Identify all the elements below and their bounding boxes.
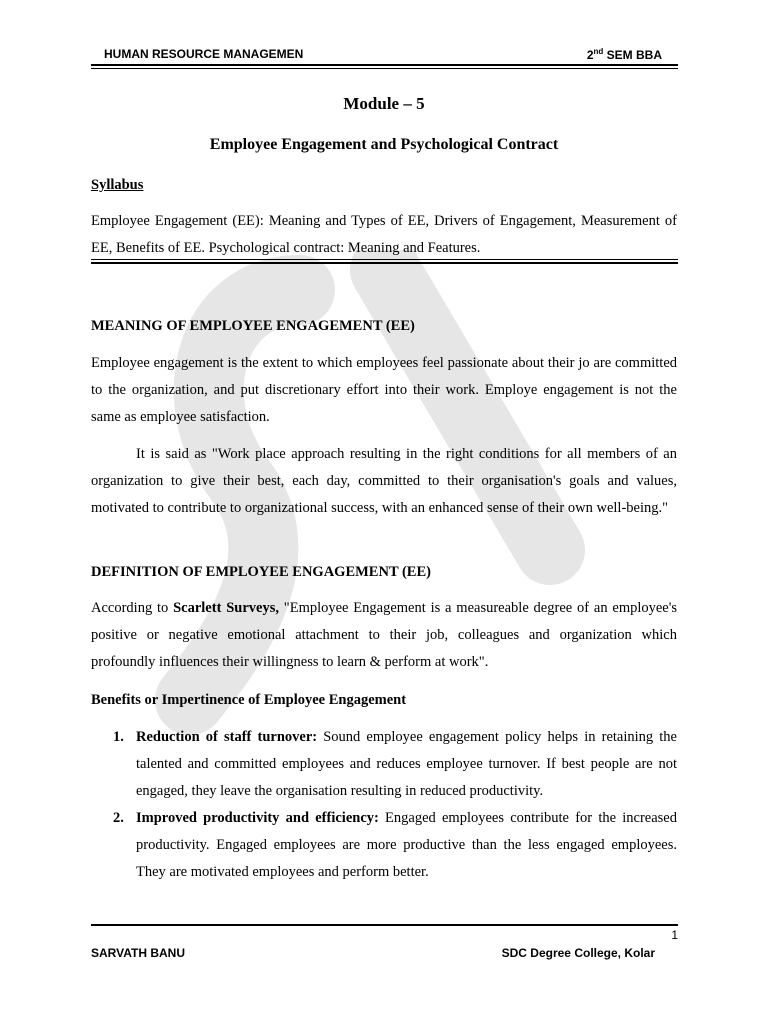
meaning-heading: MEANING OF EMPLOYEE ENGAGEMENT (EE) (91, 318, 415, 334)
footer-college: SDC Degree College, Kolar (501, 946, 655, 960)
syllabus-rule-thick (91, 262, 678, 264)
module-title: Module – 5 (343, 94, 425, 113)
syllabus-heading: Syllabus (91, 177, 144, 193)
meaning-paragraph: Employee engagement is the extent to which employees feel passionate about their jo are committed to the organization, and put discretionary effort into their work. Employe engagement is not the same as employee satisfaction. (91, 355, 677, 425)
page-number: 1 (671, 928, 678, 942)
definition-source: Scarlett Surveys, (173, 600, 279, 616)
benefits-list (91, 724, 677, 886)
footer-rule (91, 924, 678, 926)
chapter-title: Employee Engagement and Psychological Contract (209, 136, 559, 153)
header-subject: HUMAN RESOURCE MANAGEMEN (104, 47, 304, 61)
header-rule (91, 64, 678, 66)
definition-heading: DEFINITION OF EMPLOYEE ENGAGEMENT (EE) (91, 564, 431, 580)
footer-author: SARVATH BANU (91, 946, 186, 960)
benefits-heading: Benefits or Impertinence of Employee Engagement (91, 692, 407, 708)
syllabus-text: Employee Engagement (EE): Meaning and Types of EE, Drivers of Engagement, Measurement of EE, Benefits of EE. Psychological contract: Meaning and Features. (91, 213, 677, 256)
header-rule-thin (91, 68, 678, 69)
meaning-quote-paragraph: It is said as "Work place approach resulting in the right conditions for all members of an organization to give their best, each day, committed to their organisation's goals and values, motivated to contribute to organizational success, with an enhanced sense of their own well-being." (91, 446, 677, 516)
syllabus-rule (91, 259, 678, 260)
definition-paragraph: According to Scarlett Surveys, "Employee Engagement is a measureable degree of an employee's positive or negative emotional attachment to their job, colleagues and organization which profoundly influences their willingness to learn & perform at work". (91, 600, 677, 670)
list-item: 2. Improved productivity and efficiency: Engaged employees contribute for the increased productivity. Engaged employees are more productive than the less engaged employees. They are motivated employees and perform better. (113, 810, 677, 880)
list-item: 1. Reduction of staff turnover: Sound employee engagement policy helps in retaining the talented and committed employees and reduces employee turnover. If best people are not engaged, they leave the organisation resulting in reduced productivity. (113, 729, 677, 799)
header-semester: 2nd SEM BBA (586, 47, 662, 62)
